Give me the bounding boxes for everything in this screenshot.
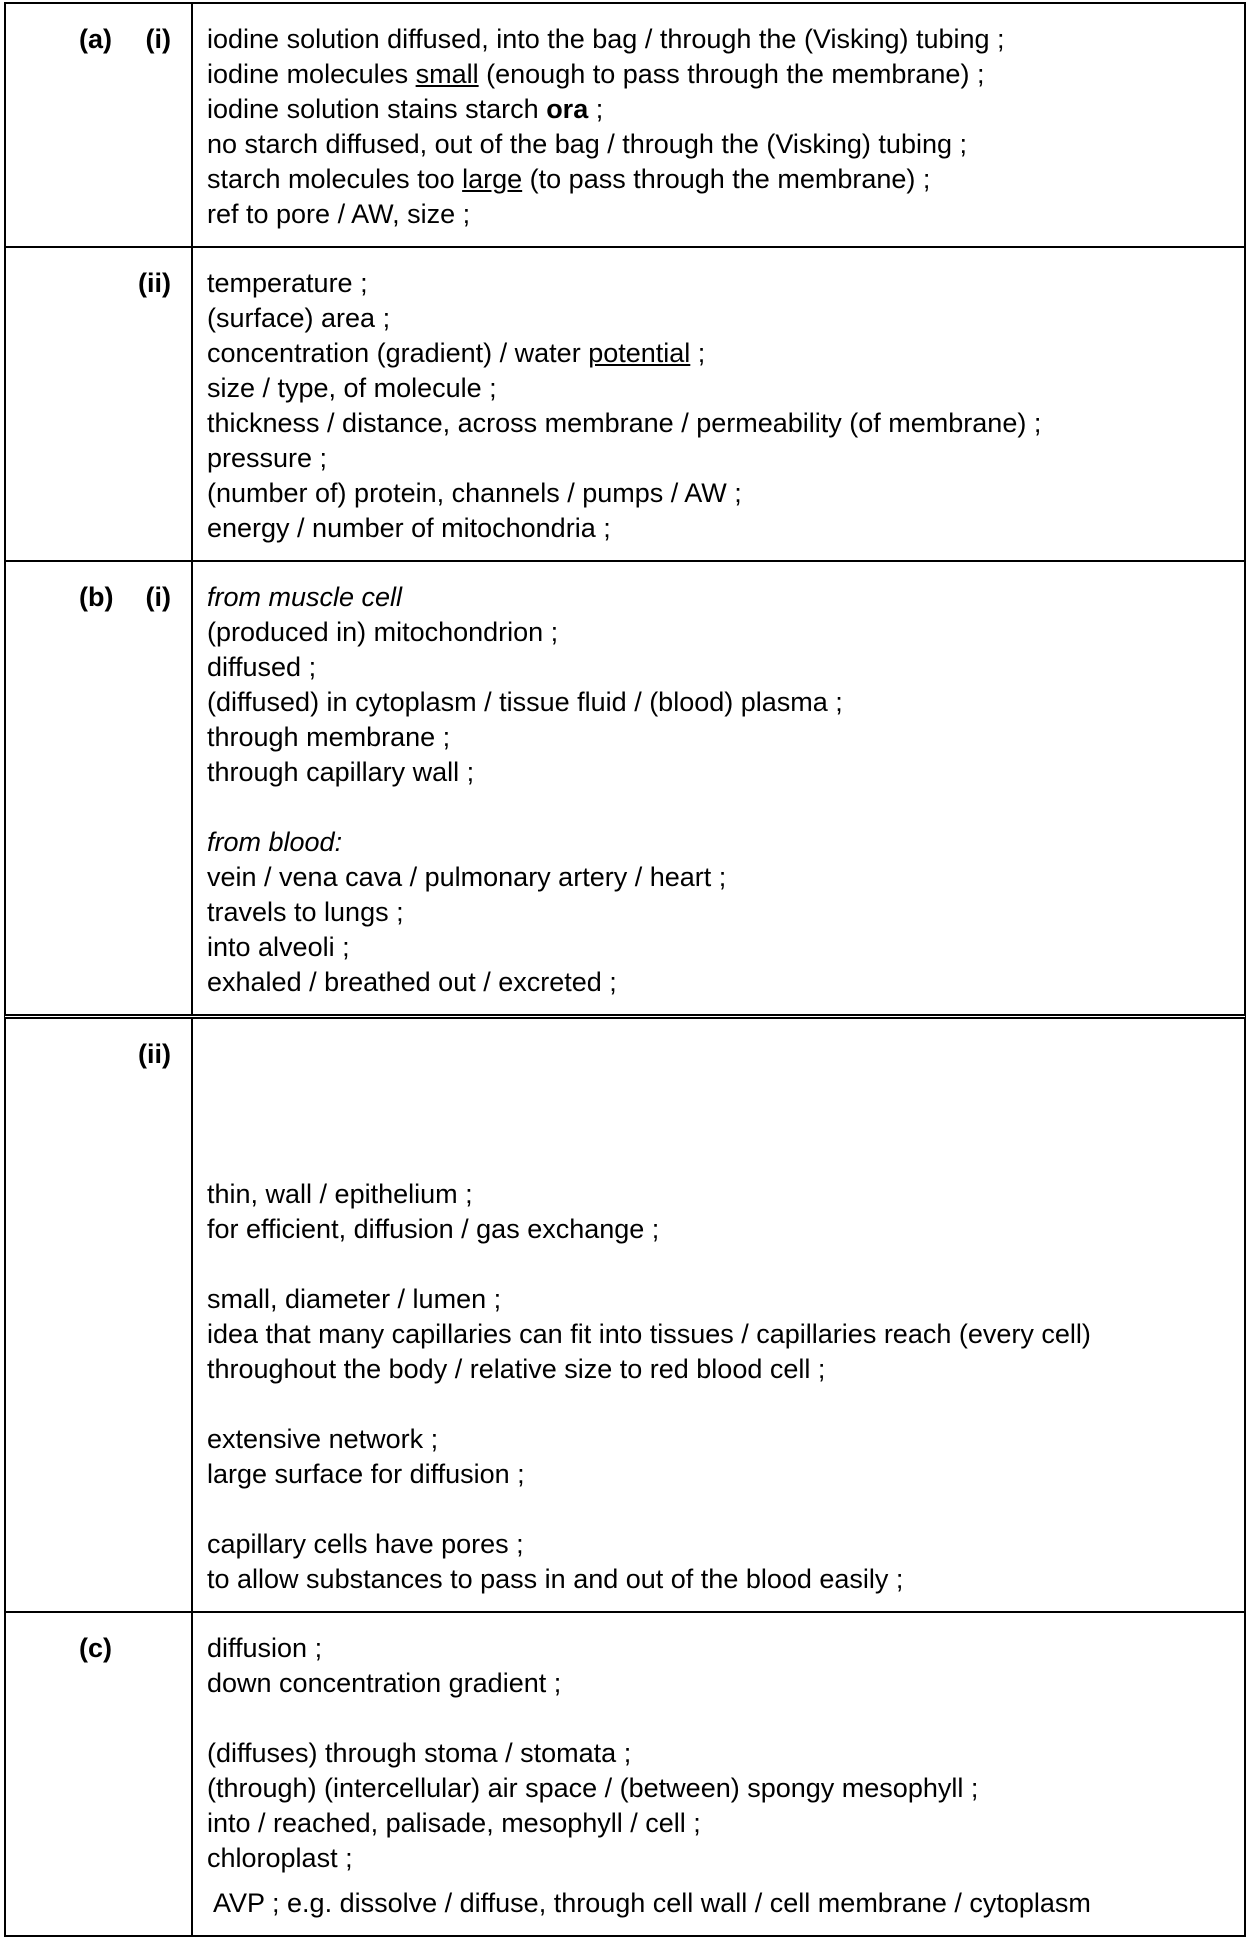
row-c	[4, 1611, 1246, 1937]
section-heading: from blood:	[207, 827, 343, 857]
subpart-label: (ii)	[138, 268, 171, 298]
mark-scheme-table	[4, 2, 1246, 1937]
answer-line: through capillary wall ;	[207, 757, 475, 787]
answer-line: into / reached, palisade, mesophyll / cell ;	[207, 1808, 701, 1838]
answer-line: energy / number of mitochondria ;	[207, 513, 611, 543]
answer-line: (produced in) mitochondrion ;	[207, 617, 559, 647]
answer-line: thin, wall / epithelium ;	[207, 1179, 473, 1209]
answer-cell	[193, 4, 1244, 246]
answer-line: no starch diffused, out of the bag / through the (Visking) tubing ;	[207, 129, 967, 159]
part-label: (a)	[79, 24, 112, 54]
answer-line: iodine solution stains starch ora ;	[207, 94, 604, 124]
answer-line: thickness / distance, across membrane / permeability (of membrane) ;	[207, 408, 1042, 438]
answer-line: through membrane ;	[207, 722, 451, 752]
answer-cell	[193, 562, 1244, 1014]
row-b-i	[4, 560, 1246, 1014]
answer-line: AVP ; e.g. dissolve / diffuse, through cell wall / cell membrane / cytoplasm	[213, 1888, 1091, 1918]
answer-line: (surface) area ;	[207, 303, 391, 333]
question-label-cell	[6, 4, 193, 246]
answer-line: into alveoli ;	[207, 932, 350, 962]
answer-line: starch molecules too large (to pass through the membrane) ;	[207, 164, 931, 194]
answer-line: large surface for diffusion ;	[207, 1459, 525, 1489]
row-a-ii	[4, 246, 1246, 560]
question-label-cell	[6, 248, 193, 560]
answer-line: diffused ;	[207, 652, 317, 682]
answer-line: down concentration gradient ;	[207, 1668, 562, 1698]
part-label: (b)	[79, 582, 114, 612]
answer-line: temperature ;	[207, 268, 368, 298]
bold-keyword: ora	[546, 94, 589, 124]
answer-line: extensive network ;	[207, 1424, 439, 1454]
answer-cell	[193, 248, 1244, 560]
answer-line: iodine molecules small (enough to pass through the membrane) ;	[207, 59, 985, 89]
answer-line: for efficient, diffusion / gas exchange ;	[207, 1214, 660, 1244]
answer-line: size / type, of molecule ;	[207, 373, 497, 403]
answer-cell	[193, 1613, 1244, 1935]
answer-line: idea that many capillaries can fit into tissues / capillaries reach (every cell)	[207, 1319, 1091, 1349]
answer-line: (diffused) in cytoplasm / tissue fluid / (blood) plasma ;	[207, 687, 843, 717]
subpart-label: (i)	[145, 582, 171, 612]
question-label-cell	[6, 1613, 193, 1935]
underlined-keyword: large	[462, 164, 523, 194]
underlined-keyword: potential	[588, 338, 691, 368]
answer-line: exhaled / breathed out / excreted ;	[207, 967, 617, 997]
answer-line: travels to lungs ;	[207, 897, 404, 927]
subpart-label: (i)	[145, 24, 171, 54]
answer-line: pressure ;	[207, 443, 328, 473]
subpart-label: (ii)	[138, 1039, 171, 1069]
row-a-i	[4, 2, 1246, 246]
row-b-ii	[4, 1014, 1246, 1611]
answer-line: vein / vena cava / pulmonary artery / heart ;	[207, 862, 727, 892]
answer-cell	[193, 1019, 1244, 1611]
answer-line: ref to pore / AW, size ;	[207, 199, 471, 229]
answer-line: capillary cells have pores ;	[207, 1529, 524, 1559]
question-label-cell	[6, 1019, 193, 1611]
part-label: (c)	[79, 1633, 112, 1663]
answer-line: diffusion ;	[207, 1633, 323, 1663]
answer-line: (diffuses) through stoma / stomata ;	[207, 1738, 632, 1768]
answer-line: concentration (gradient) / water potential ;	[207, 338, 706, 368]
answer-line: (through) (intercellular) air space / (between) spongy mesophyll ;	[207, 1773, 979, 1803]
answer-line: small, diameter / lumen ;	[207, 1284, 502, 1314]
answer-line: iodine solution diffused, into the bag / through the (Visking) tubing ;	[207, 24, 1005, 54]
answer-line: chloroplast ;	[207, 1843, 353, 1873]
answer-line: throughout the body / relative size to red blood cell ;	[207, 1354, 826, 1384]
underlined-keyword: small	[415, 59, 479, 89]
answer-line: to allow substances to pass in and out of the blood easily ;	[207, 1564, 904, 1594]
answer-line: (number of) protein, channels / pumps / AW ;	[207, 478, 742, 508]
question-label-cell	[6, 562, 193, 1014]
section-heading: from muscle cell	[207, 582, 403, 612]
